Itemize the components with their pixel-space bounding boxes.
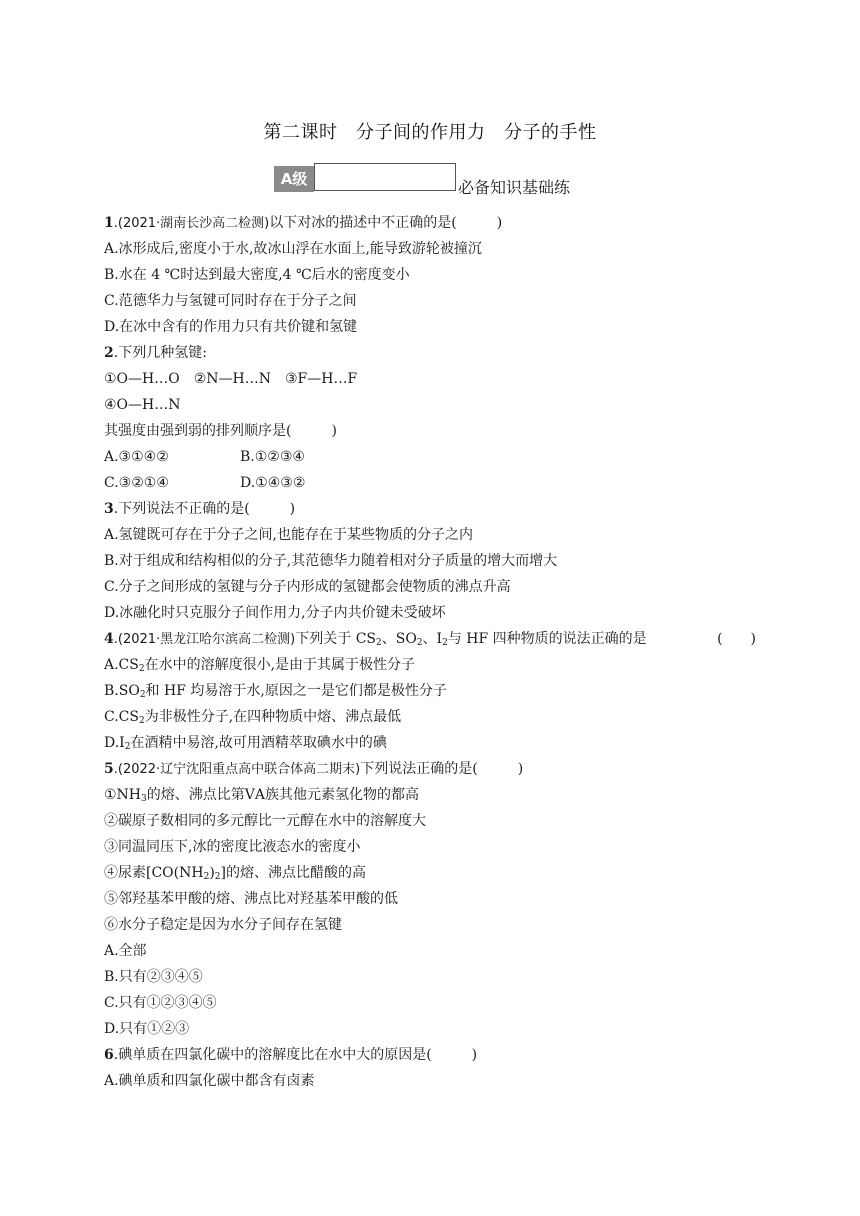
option-row (104, 444, 764, 470)
level-blank-box (314, 163, 456, 191)
statement-text: ①NH (104, 787, 142, 803)
question-number: 2 (104, 345, 114, 361)
option-a: A.全部 (104, 943, 147, 959)
bracket-close: ) (331, 423, 337, 439)
question-6-stem (104, 1042, 764, 1068)
subscript: 2 (442, 638, 448, 648)
level-label: 必备知识基础练 (458, 178, 571, 197)
page-title: 第二课时 分子间的作用力 分子的手性 (263, 122, 597, 143)
subscript: 2 (138, 664, 145, 674)
question-text: 、SO (381, 631, 417, 647)
option-b: B.①②③④ (240, 449, 305, 465)
question-text: 、I (422, 631, 443, 647)
hydrogen-bond-list: ①O—H…O ②N—H…N ③F—H…F (104, 371, 358, 387)
option-text: C.CS (104, 709, 139, 725)
statement-3: ③同温同压下,冰的密度比液态水的密度小 (104, 839, 361, 855)
option-text: 为非极性分子,在四种物质中熔、沸点最低 (144, 709, 402, 725)
question-text: 与 HF 四种物质的说法正确的是 (447, 631, 647, 647)
option-text: 在酒精中易溶,故可用酒精萃取碘水中的碘 (130, 735, 387, 751)
question-text: .碘单质在四氯化碳中的溶解度比在水中大的原因是( (113, 1047, 432, 1063)
statement-6: ⑥水分子稳定是因为水分子间存在氢键 (104, 917, 342, 933)
option-row (104, 470, 764, 496)
question-text: 下列说法正确的是( (360, 761, 478, 777)
option-a: A.氢键既可存在于分子之间,也能存在于某些物质的分子之内 (104, 527, 474, 543)
option-a: A.碘单质和四氯化碳中都含有卤素 (104, 1073, 315, 1089)
option-c: C.范德华力与氢键可同时存在于分子之间 (104, 293, 357, 309)
hydrogen-bond-list: ④O—H…N (104, 397, 181, 413)
option-text: 和 HF 均易溶于水,原因之一是它们都是极性分子 (145, 683, 447, 699)
option-b (104, 678, 764, 704)
question-number: 1 (104, 215, 114, 231)
statement-2: ②碳原子数相同的多元醇比一元醇在水中的溶解度大 (104, 813, 426, 829)
option-d (104, 730, 764, 756)
subscript: 3 (141, 794, 147, 804)
question-2-stem (104, 340, 764, 366)
question-source: .(2022·辽宁沈阳重点高中联合体高二期末) (113, 762, 361, 777)
question-list (104, 210, 764, 1094)
option-c (104, 704, 764, 730)
level-badge: A级 (274, 166, 314, 192)
question-number: 3 (104, 501, 114, 517)
question-source: .(2021·湖南长沙高二检测) (113, 216, 270, 231)
option-d: D.冰融化时只克服分子间作用力,分子内共价键未受破坏 (104, 605, 446, 621)
statement-text: ④尿素[CO(NH (104, 865, 204, 881)
question-number: 4 (104, 631, 114, 647)
option-c: C.分子之间形成的氢键与分子内形成的氢键都会使物质的沸点升高 (104, 579, 511, 595)
subscript: 2 (124, 742, 131, 752)
question-text: 其强度由强到弱的排列顺序是( (104, 423, 292, 439)
statement-1 (104, 782, 764, 808)
statement-text: ]的熔、沸点比醋酸的高 (220, 865, 366, 881)
subscript: 2 (139, 690, 146, 700)
statement-text: ) (209, 865, 215, 881)
statement-5: ⑤邻羟基苯甲酸的熔、沸点比对羟基苯甲酸的低 (104, 891, 398, 907)
question-text: .下列几种氢键: (113, 345, 207, 361)
option-text: A.CS (104, 657, 139, 673)
option-text: D.I (104, 735, 125, 751)
bracket-close: ) (471, 1047, 478, 1063)
question-1-stem (104, 210, 764, 236)
option-a (104, 652, 764, 678)
statement-4 (104, 860, 764, 886)
option-b: B.只有②③④⑤ (104, 969, 203, 985)
question-3-stem (104, 496, 764, 522)
option-d: D.①④③② (240, 475, 306, 491)
question-2-ask (104, 418, 764, 444)
bracket-close: ) (517, 761, 524, 777)
question-text: .下列说法不正确的是( (113, 501, 250, 517)
question-number: 5 (104, 761, 114, 777)
option-text: B.SO (104, 683, 140, 699)
answer-bracket: ( ) (717, 631, 756, 647)
subscript: 2 (376, 638, 382, 648)
question-source: .(2021·黑龙江哈尔滨高二检测) (113, 632, 296, 647)
question-number: 6 (104, 1047, 114, 1063)
subscript: 2 (416, 638, 423, 648)
option-b: B.水在 4 ℃时达到最大密度,4 ℃后水的密度变小 (104, 267, 410, 283)
option-b: B.对于组成和结构相似的分子,其范德华力随着相对分子质量的增大而增大 (104, 553, 558, 569)
subscript: 2 (203, 872, 210, 882)
bracket-close: ) (496, 215, 503, 231)
subscript: 2 (138, 716, 145, 726)
question-4-stem (104, 626, 764, 652)
bracket-close: ) (289, 501, 296, 517)
option-c: C.只有①②③④⑤ (104, 995, 217, 1011)
option-a: A.③①④② (104, 449, 169, 465)
option-d: D.在冰中含有的作用力只有共价键和氢键 (104, 319, 358, 335)
subscript: 2 (214, 872, 221, 882)
option-a: A.冰形成后,密度小于水,故冰山浮在水面上,能导致游轮被撞沉 (104, 241, 482, 257)
question-5-stem (104, 756, 764, 782)
question-text: 下列关于 CS (295, 631, 377, 647)
option-d: D.只有①②③ (104, 1021, 190, 1037)
statement-text: 的熔、沸点比第ⅤA族其他元素氢化物的都高 (146, 787, 419, 803)
option-c: C.③②①④ (104, 475, 169, 491)
option-text: 在水中的溶解度很小,是由于其属于极性分子 (144, 657, 416, 673)
question-text: 以下对冰的描述中不正确的是( (269, 215, 457, 231)
